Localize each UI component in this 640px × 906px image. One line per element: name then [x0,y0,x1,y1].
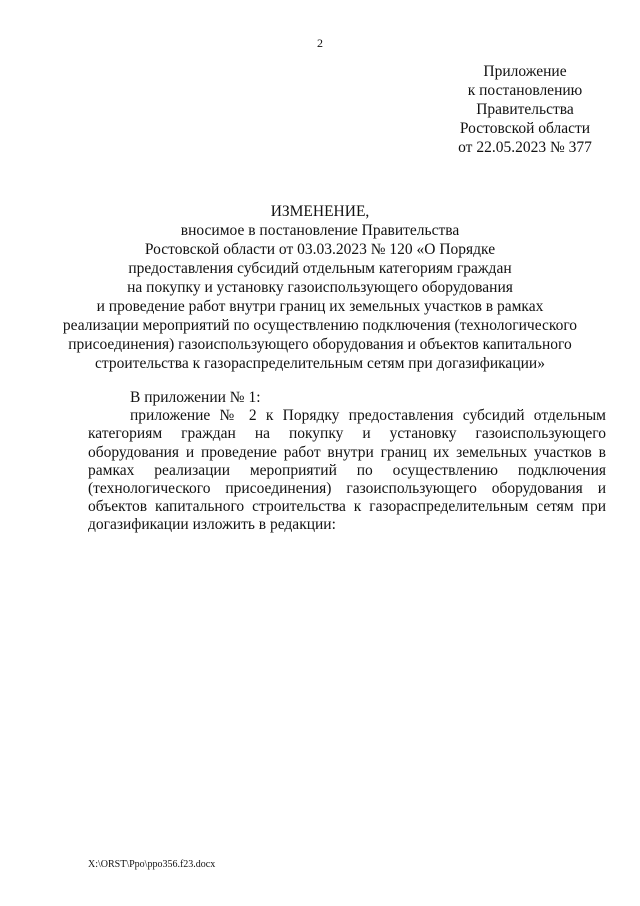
document-title [60,202,580,373]
title-heading: ИЗМЕНЕНИЕ, [270,203,370,220]
title-line: предоставления субсидий отдельным категориям граждан [128,260,512,277]
title-line: вносимое в постановление Правительства [180,222,460,239]
title-line: Ростовской области от 03.03.2023 № 120 «О Порядке [144,241,496,258]
body-intro: В приложении № 1: [130,389,261,406]
appendix-line: Ростовской области [459,120,591,137]
title-line: присоединения) газоиспользующего оборудования и объектов капитального [68,336,572,353]
page-number: 2 [317,36,323,50]
title-line: реализации мероприятий по осуществлению подключения (технологического [62,317,578,334]
title-line: на покупку и установку газоиспользующего оборудования [127,279,513,296]
appendix-header [445,62,605,157]
title-line: и проведение работ внутри границ их земельных участков в рамках [96,298,544,315]
document-body [88,389,606,535]
body-paragraph: приложение № 2 к Порядку предоставления субсидий отдельным категориям граждан на покупку и установку газоиспользующего оборудования и проведение работ внутри границ их земельных участков в рамках реализации мероприятий по осуществлению подключения (технологического присоединения) газоиспользующего оборудования и объектов капитального строительства к газораспределительным сетям при догазификации изложить в редакции: [88,407,606,534]
appendix-line: к постановлению [467,82,583,99]
footer-file-path: X:\ORST\Ppo\ppo356.f23.docx [88,859,216,870]
title-line: строительства к газораспределительным сетям при догазификации» [95,355,545,372]
appendix-line: Правительства [476,101,574,118]
appendix-line: от 22.05.2023 № 377 [458,139,592,156]
appendix-line: Приложение [483,63,567,80]
